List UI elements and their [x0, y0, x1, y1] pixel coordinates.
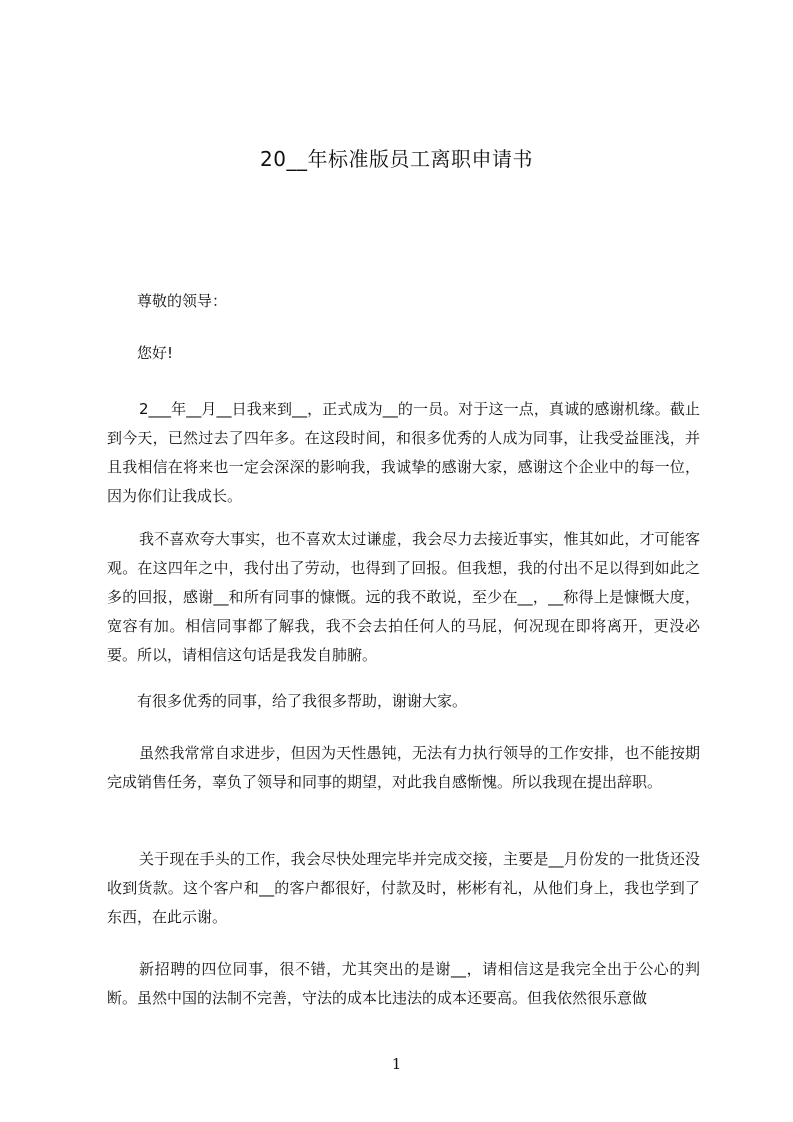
paragraph-4: 虽然我常常自求进步，但因为天性愚钝，无法有力执行领导的工作安排，也不能按期完成销售任务，辜负了领导和同事的期望，对此我自感惭愧。所以我现在提出辞职。 [107, 744, 700, 791]
paragraph-6: 新招聘的四位同事，很不错，尤其突出的是谢__，请相信这是我完全出于公心的判断。虽然中国的法制不完善，守法的成本比违法的成本还要高。但我依然很乐意做 [107, 960, 700, 1007]
paragraph-2: 我不喜欢夸大事实，也不喜欢太过谦虚，我会尽力去接近事实，惟其如此，才可能客观。在这四年之中，我付出了劳动，也得到了回报。但我想，我的付出不足以得到如此之多的回报，感谢__和所有同事的慷慨。远的我不敢说，至少在__，__称得上是慷慨大度，宽容有加。相信同事都了解我，我不会去拍任何人的马屁，何况现在即将离开，更没必要。所以，请相信这句话是我发自肺腑。 [107, 530, 700, 664]
page-number: 1 [391, 1055, 402, 1073]
paragraph-5: 关于现在手头的工作，我会尽快处理完毕并完成交接，主要是__月份发的一批货还没收到货款。这个客户和__的客户都很好，付款及时，彬彬有礼，从他们身上，我也学到了东西，在此示谢。 [107, 850, 700, 926]
paragraph-3: 有很多优秀的同事，给了我很多帮助，谢谢大家。 [137, 692, 468, 710]
paragraph-1: 2___年__月__日我来到__，正式成为__的一员。对于这一点，真诚的感谢机缘。截止到今天，已然过去了四年多。在这段时间，和很多优秀的人成为同事，让我受益匪浅，并且我相信在将来也一定会深深的影响我，我诚挚的感谢大家，感谢这个企业中的每一位，因为你们让我成长。 [107, 400, 700, 505]
document-title: 20__年标准版员工离职申请书 [260, 147, 533, 171]
greeting: 您好! [137, 344, 174, 362]
salutation: 尊敬的领导： [137, 292, 228, 310]
